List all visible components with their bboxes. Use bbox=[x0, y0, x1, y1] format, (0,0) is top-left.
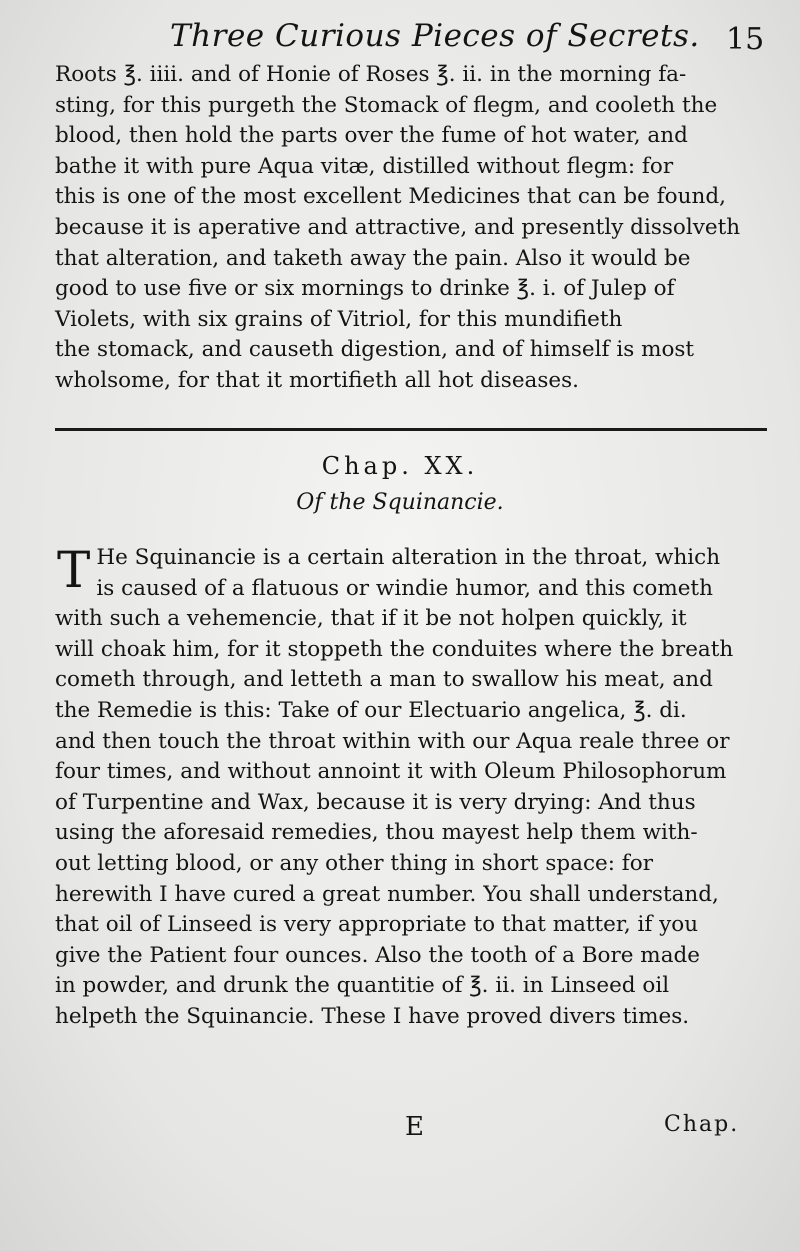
text-line: that alteration, and taketh away the pain. Also it would be bbox=[55, 245, 691, 271]
text-line: blood, then hold the parts over the fume of hot water, and bbox=[55, 123, 688, 149]
section-divider bbox=[55, 428, 767, 431]
text-line: using the aforesaid remedies, thou mayest help them with- bbox=[55, 820, 698, 846]
chapter-subtitle: Of the Squinancie. bbox=[296, 490, 504, 515]
text-line: this is one of the most excellent Medicines that can be found, bbox=[55, 184, 726, 210]
chapter-heading: Chap. XX. bbox=[321, 452, 479, 480]
drop-cap: T bbox=[57, 541, 91, 599]
text-line: good to use five or six mornings to drinke ℥. i. of Julep of bbox=[55, 276, 675, 302]
text-line: is caused of a flatuous or windie humor, and this cometh bbox=[96, 575, 713, 601]
text-line: that oil of Linseed is very appropriate to that matter, if you bbox=[55, 912, 699, 938]
text-line: and then touch the throat within with our Aqua reale three or bbox=[55, 728, 730, 754]
text-line: out letting blood, or any other thing in short space: for bbox=[55, 850, 653, 876]
page-header bbox=[0, 8, 800, 58]
paragraph-continued bbox=[55, 60, 763, 397]
text-line: Roots ℥. iiii. and of Honie of Roses ℥. ii. in the morning fa- bbox=[55, 62, 687, 87]
signature-mark: E bbox=[405, 1112, 424, 1142]
text-line: wholsome, for that it mortifieth all hot diseases. bbox=[55, 367, 579, 393]
text-line: in powder, and drunk the quantitie of ℥. ii. in Linseed oil bbox=[55, 973, 670, 999]
page-number: 15 bbox=[726, 22, 765, 57]
text-line: give the Patient four ounces. Also the tooth of a Bore made bbox=[55, 942, 700, 968]
chapter-body bbox=[55, 543, 763, 1033]
text-line: He Squinancie is a certain alteration in the throat, which bbox=[96, 545, 721, 570]
text-line: because it is aperative and attractive, and presently dissolveth bbox=[55, 214, 741, 240]
text-line: will choak him, for it stoppeth the conduites where the breath bbox=[55, 636, 734, 662]
text-line: bathe it with pure Aqua vitæ, distilled without flegm: for bbox=[55, 153, 674, 179]
text-line: the stomack, and causeth digestion, and of himself is most bbox=[55, 337, 695, 363]
text-line: herewith I have cured a great number. You shall understand, bbox=[55, 881, 719, 907]
running-title: Three Curious Pieces of Secrets. bbox=[170, 18, 700, 54]
text-line: cometh through, and letteth a man to swallow his meat, and bbox=[55, 667, 713, 693]
text-line: Violets, with six grains of Vitriol, for this mundifieth bbox=[55, 306, 623, 332]
text-line: of Turpentine and Wax, because it is very drying: And thus bbox=[55, 789, 696, 815]
text-line: the Remedie is this: Take of our Electuario angelica, ℥. di. bbox=[55, 697, 687, 723]
catchword: Chap. bbox=[664, 1112, 740, 1137]
text-line: with such a vehemencie, that if it be not holpen quickly, it bbox=[55, 606, 687, 632]
text-line: helpeth the Squinancie. These I have proved divers times. bbox=[55, 1003, 690, 1029]
text-line: four times, and without annoint it with Oleum Philosophorum bbox=[55, 759, 727, 785]
text-line: sting, for this purgeth the Stomack of flegm, and cooleth the bbox=[55, 92, 718, 118]
